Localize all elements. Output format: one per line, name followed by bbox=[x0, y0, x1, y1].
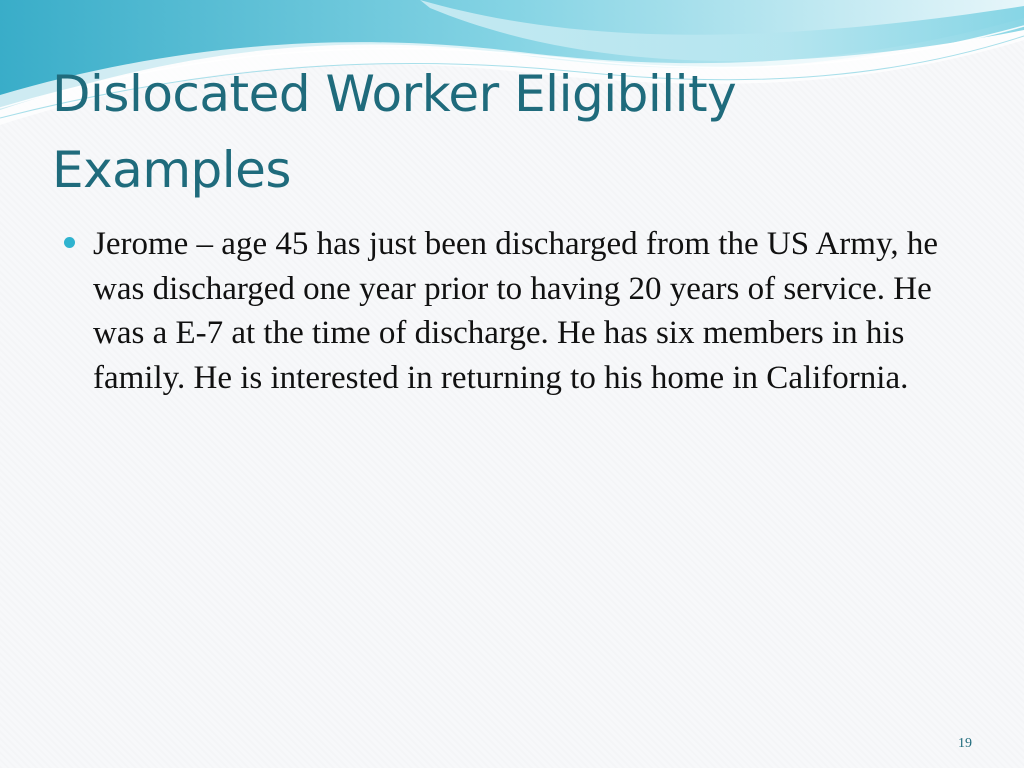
bullet-text: Jerome – age 45 has just been discharged from the US Army, he was discharged one year prior to having 20 years of service. He was a E-7 at the time of discharge. He has six members in his family. He is interested in returning to his home in California. bbox=[93, 226, 938, 396]
slide-title-line-2: Examples bbox=[52, 141, 291, 199]
bullet-item bbox=[62, 222, 962, 400]
slide-title-line-1: Dislocated Worker Eligibility bbox=[52, 65, 737, 123]
slide-number: 19 bbox=[958, 736, 972, 751]
slide-title bbox=[52, 56, 972, 208]
bullet-list bbox=[62, 222, 962, 400]
round-bullet-icon bbox=[64, 237, 75, 248]
